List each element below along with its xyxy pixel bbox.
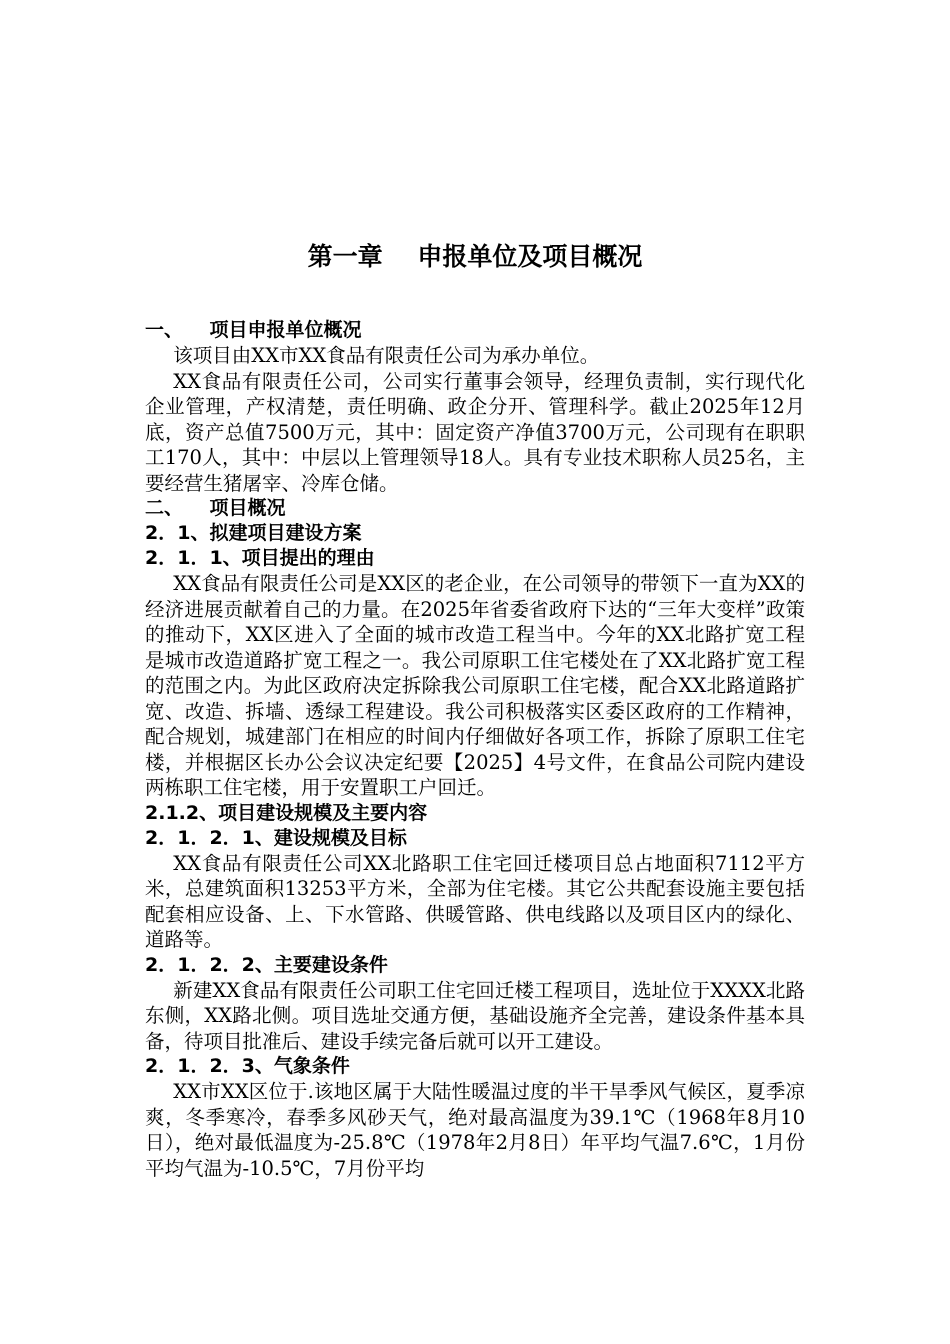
subsection-heading: 2．1、拟建项目建设方案: [145, 522, 362, 544]
chapter-title: 第一章 申报单位及项目概况: [307, 242, 643, 271]
paragraph: XX食品有限责任公司，公司实行董事会领导，经理负责制，实行现代化企业管理，产权清楚，责任明确、政企分开、管理科学。截止2025年12月底，资产总值7500万元，其中：固定资产净值3700万元，公司现有在职职工170人，其中：中层以上管理领导18人。具有专业技术职称人员25名，主要经营生猪屠宰、冷库仓储。: [145, 369, 805, 495]
section-heading: 一、 项目申报单位概况: [145, 319, 362, 341]
subsection-heading: 2．1．2．2、主要建设条件: [145, 953, 388, 976]
subsection-heading: 2．1．2．1、建设规模及目标: [145, 826, 407, 849]
section-heading: 二、 项目概况: [145, 497, 286, 519]
subsection-heading: 2.1.2、项目建设规模及主要内容: [145, 801, 428, 824]
subsection-heading: 2．1．2．3、气象条件: [145, 1055, 350, 1077]
paragraph: XX市XX区位于.该地区属于大陆性暖温过度的半干旱季风气候区，夏季凉爽，冬季寒冷，春季多风砂天气，绝对最高温度为39.1℃（1968年8月10日），绝对最低温度为-25.8℃（1978年2月8日）年平均气温7.6℃，1月份平均气温为-10.5℃，7月份平均: [145, 1080, 805, 1180]
document-body: [145, 240, 805, 1181]
subsection-heading: 2．1．1、项目提出的理由: [145, 547, 375, 569]
paragraph: XX食品有限责任公司是XX区的老企业，在公司领导的带领下一直为XX的经济进展贡献着自己的力量。在2025年省委省政府下达的“三年大变样”政策的推动下，XX区进入了全面的城市改造工程当中。今年的XX北路扩宽工程是城市改造道路扩宽工程之一。我公司原职工住宅楼处在了XX北路扩宽工程的范围之内。为此区政府决定拆除我公司原职工住宅楼，配合XX北路道路扩宽、改造、拆墙、透绿工程建设。我公司积极落实区委区政府的工作精神，配合规划，城建部门在相应的时间内仔细做好各项工作，拆除了原职工住宅楼，并根据区长办公会议决定纪要【2025】4号文件，在食品公司院内建设两栋职工住宅楼，用于安置职工户回迁。: [145, 572, 805, 799]
paragraph: 新建XX食品有限责任公司职工住宅回迁楼工程项目，选址位于XXXX北路东侧，XX路北侧。项目选址交通方便，基础设施齐全完善，建设条件基本具备，待项目批准后、建设手续完备后就可以开工建设。: [145, 978, 805, 1053]
paragraph: 该项目由XX市XX食品有限责任公司为承办单位。: [173, 344, 600, 367]
paragraph: XX食品有限责任公司XX北路职工住宅回迁楼项目总占地面积7112平方米，总建筑面积13253平方米，全部为住宅楼。其它公共配套设施主要包括配套相应设备、上、下水管路、供暖管路、供电线路以及项目区内的绿化、道路等。: [145, 851, 805, 951]
